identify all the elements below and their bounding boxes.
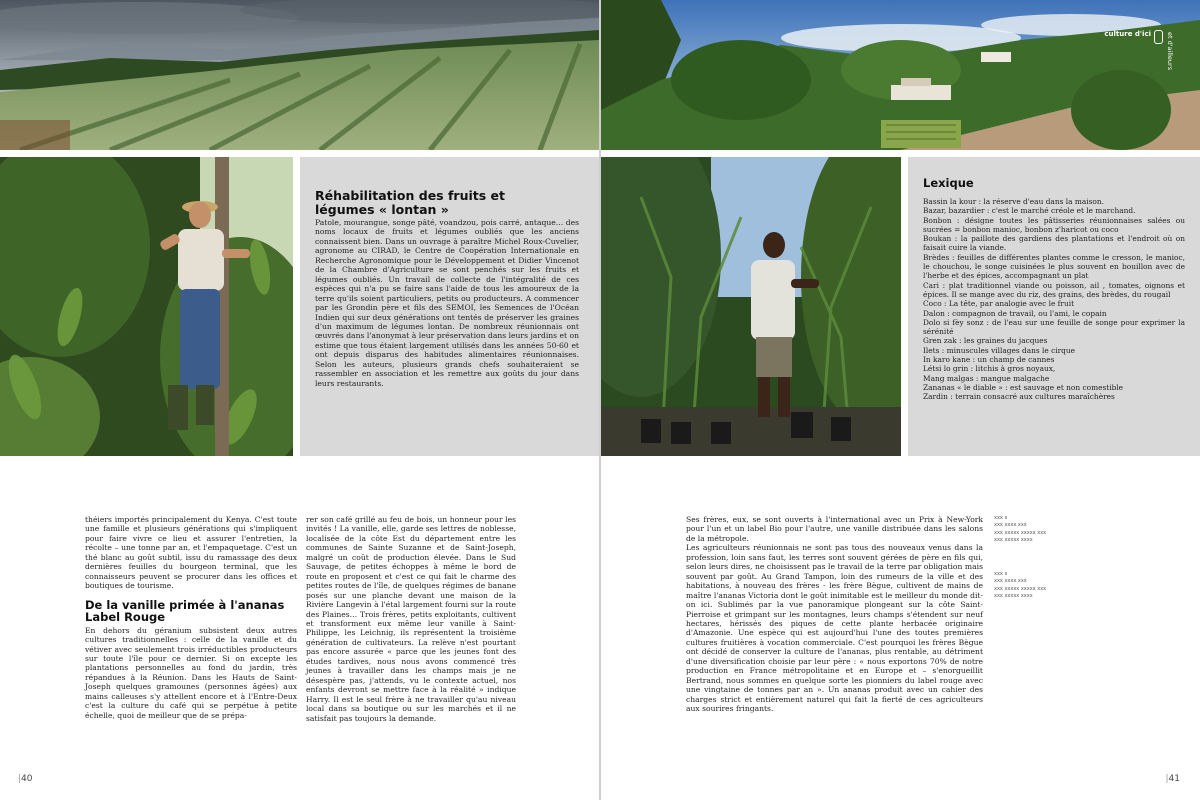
- caption-placeholder: xxx x xxx xxxx xxx xxx xxxxx xxxxx xxx xxx xxxxx xxxx: [994, 515, 1047, 543]
- lexique-entry: Dolo si fèy sonz : de l'eau sur une feuille de songe pour exprimer la sérénité: [923, 317, 1185, 337]
- lexique-entry: Brèdes : feuilles de différentes plantes comme le cresson, le manioc, le chouchou, le songe cuisinées le plus souvent en bouillon avec de l'herbe et des épices, accompagnant un plat: [923, 252, 1185, 281]
- lexique-list: [923, 197, 1185, 402]
- lexique-entry: Bazar, bazardier : c'est le marché créole et le marchand.: [923, 206, 1136, 216]
- left-page: [0, 0, 599, 800]
- section-tag-icon: [1154, 30, 1163, 44]
- lexique-title: Lexique: [923, 176, 974, 190]
- body-column-2: [306, 515, 516, 723]
- body-paragraph: rer son café grillé au feu de bois, un honneur pour les invités ! La vanille, elle, garde ses lettres de noblesse, localisée de la côte Est du département entre les communes de Sainte Suzanne et de Saint-Joseph, malgré un coût de production élevée. Dans le Sud Sauvage, de petites échoppes à même le bord de route en proposent et c'est ce qui fait le charme des petites routes de l'île, de quelques régimes de banane posés sur une planche devant une maison de la Rivière Langevin à l'étal largement fourni sur la route des Plaines… Trois frères, petits exploitants, cultivent et transforment eux même leur vanille à Saint-Philippe, les Leichnig, ils représentent la troisième génération de cultivateurs. La relève n'est pourtant pas encore assurée « parce que les jeunes font des études tardives, nous nous avons commencé très jeunes à travailler dans les champs mais je ne désespère pas, j'attends, vu le contexte actuel, nos enfants devront se mettre face à la réalité » indique Harry. Il est le seul frère à ne travailler qu'au niveau local dans sa boutique ou sur les marchés et il ne satisfait pas toujours la demande.: [306, 515, 516, 723]
- pineapple-field-photo: [0, 0, 599, 150]
- lexique-entry: Cari : plat traditionnel viande ou poisson, ail , tomates, oignons et épices. Il se mange avec du riz, des grains, des brèdes, du rougail: [923, 280, 1185, 299]
- vanilla-farmer-photo: [0, 157, 293, 456]
- lexique-entry: Mang malgas : mangue malgache: [923, 373, 1050, 383]
- lexique-entry: Zardin : terrain consacré aux cultures maraîchères: [923, 392, 1115, 402]
- lexique-box: [908, 157, 1200, 456]
- lexique-entry: Coco : La tête, par analogie avec le fruit: [923, 299, 1075, 309]
- lexique-entry: Ilets : minuscules villages dans le cirque: [923, 345, 1076, 355]
- section-tag-sub: et d'ailleurs: [1166, 32, 1174, 71]
- sidebar-title: Réhabilitation des fruits et légumes « lontan »: [315, 188, 505, 217]
- lexique-entry: Zananas « le diable » : est sauvage et non comestible: [923, 382, 1124, 392]
- section-tag-label: culture d'ici: [1104, 30, 1151, 38]
- body-paragraph: théiers importés principalement du Kenya. C'est toute une famille et plusieurs générations qui s'impliquent pour faire vivre ce lieu et assurer l'entretien, la récolte – une tonne par an, et l'empaquetage. C'est un thé blanc au goût subtil, issu du ramassage des deux dernières feuilles du bourgeon terminal, que les connaisseurs peuvent se procurer dans les offices et boutiques de tourisme.: [85, 515, 297, 591]
- lexique-entry: In karo kane : un champ de cannes: [923, 355, 1055, 365]
- body-paragraph: Ses frères, eux, se sont ouverts à l'international avec un Prix à New-York pour l'un et un label Bio pour l'autre, une vanille distribuée dans les salons de la métropole.: [686, 515, 983, 543]
- page-number: |40: [18, 774, 33, 784]
- body-column-1: [85, 515, 297, 720]
- section-heading: De la vanille primée à l'ananas Label Rouge: [85, 597, 285, 625]
- sidebar-body: Patole, mourangue, songe pâté, voandzou, pois carré, antaque… des noms locaux de fruits et légumes oubliés que les anciens connaissent bien. Dans un ouvrage à paraître Michel Roux-Cuvelier, agronome au CIRAD, le Centre de Coopération Internationale en Recherche Agronomique pour le Développement et Didier Vincenot de la Chambre d'Agriculture se sont penchés sur les fruits et légumes oubliés. Un travail de collecte de l'intégralité de ces espèces qui n'a pu se faire sans l'aide de tous les amoureux de la terre qu'ils soient particuliers, petits ou producteurs. A commencer par les Grondin père et fils des SEMOI, les Semences de l'Océan Indien qui sur deux générations ont tentés de préserver les graines d'un maximum de légumes lontan. De nombreux réunionnais ont œuvrés dans l'anonymat à leur préservation dans leurs jardins et on estime que tous étaient largement utilisés dans les années 50-60 et ont depuis disparus des habitudes alimentaires réunionnaises. Selon les auteurs, plusieurs grands chefs souhaiteraient se rassembler en association et les remettre aux goûts du jour dans leurs restaurants.: [315, 218, 579, 388]
- body-paragraph: En dehors du géranium subsistent deux autres cultures traditionnelles : celle de la vanille et du vétiver avec seulement trois irréductibles producteurs sur toute l'île pour ce dernier. Si on excepte les plantations personnelles au fond du jardin, très répandues à la Réunion. Dans les Hauts de Saint-Joseph quelques gramounes (personnes âgées) aux mains calleuses s'y attellent encore et à l'Entre-Deux c'est la culture du café qui se perpétue à petite échelle, quoi de meilleur que de se prépa-: [85, 625, 297, 720]
- body-paragraph: Les agriculteurs réunionnais ne sont pas tous des nouveaux venus dans la profession, loin sans faut, les terres sont souvent gérées de père en fils qui, selon leurs dires, ne choisissent pas le travail de la terre par obligation mais souvent par goût. Au Grand Tampon, loin des rumeurs de la ville et des habitations, à nouveau des frères - les frère Bègue, cultivent de mains de maître l'ananas Victoria dont le goût inimitable est le meilleur du monde dit-on ici. Sublimés par la vue panoramique plongeant sur la côte Saint-Pierroise et grimpant sur les montagnes, leurs champs s'étendent sur neuf hectares, hérissés des piques de cette plante herbacée originaire d'Amazonie. Une espèce qui est aujourd'hui l'une des toutes premières cultures fruitières à vocation commerciale. C'est pourquoi les frères Bègue ont décidé de conserver la culture de l'ananas, plus rentable, au détriment d'une diversification choisie par leur père : « nous exportons 70% de notre production en France métropolitaine et en Europe et – s'enorgueillit Bertrand, nous sommes en quelque sorte les pionniers du label rouge avec une vingtaine de tonnes par an ». Un ananas produit avec un cahier des charges strict et entièrement naturel qui fait la fierté de ces agriculteurs aux sourires fringants.: [686, 543, 983, 714]
- lexique-entry: Boukan : la paillote des gardiens des plantations et l'endroit où on faisait cuire la viande.: [923, 234, 1185, 253]
- lexique-entry: Létsi lo grin : litchis à gros noyaux,: [923, 364, 1056, 374]
- landscape-photo: [601, 0, 1200, 150]
- plant-grower-photo: [601, 157, 901, 456]
- section-tag: [1104, 30, 1174, 70]
- page-number: |41: [1165, 774, 1180, 784]
- lexique-entry: Gren zak : les graines du jacques: [923, 336, 1048, 346]
- lexique-entry: Dalon : compagnon de travail, ou l'ami, le copain: [923, 308, 1107, 318]
- lexique-entry: Bonbon : désigne toutes les pâtisseries réunionnaises salées ou sucrées = bonbon manioc, bonbon z'haricot ou coco: [923, 215, 1185, 234]
- right-page: [601, 0, 1200, 800]
- body-column: [686, 515, 983, 714]
- lexique-entry: Bassin la kour : la réserve d'eau dans la maison.: [923, 197, 1104, 206]
- caption-placeholder: xxx x xxx xxxx xxx xxx xxxxx xxxxx xxx xxx xxxxx xxxx: [994, 571, 1047, 599]
- sidebar-box: [300, 157, 599, 456]
